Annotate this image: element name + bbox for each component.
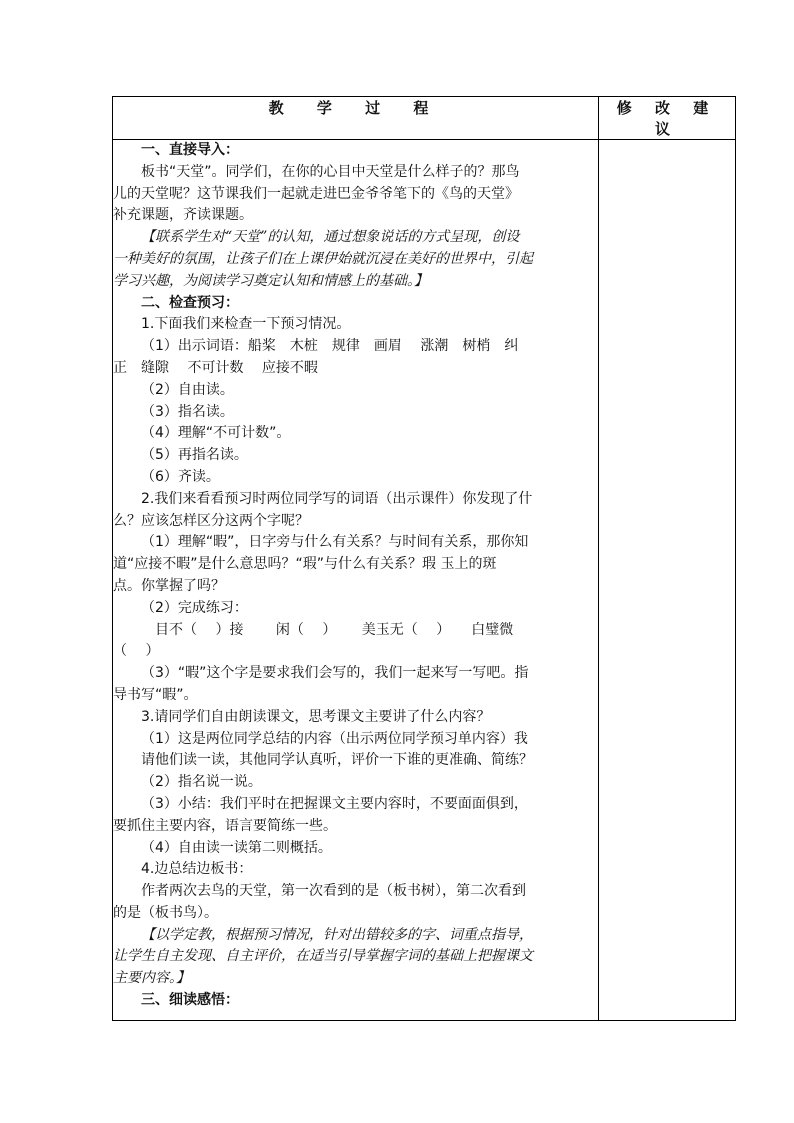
- text-line: （3）指名读。: [141, 403, 234, 420]
- text-line: 3.请同学们自由朗读课文，思考课文主要讲了什么内容？: [141, 708, 491, 725]
- text-line: 1.下面我们来检查一下预习情况。: [141, 316, 351, 333]
- text-line: 2.我们来看看预习时两位同学写的词语（出示课件）你发现了什: [141, 490, 533, 507]
- text-line: 道“应接不暇”是什么意思吗？“瑕”与什么有关系？瑕 玉上的斑: [113, 556, 497, 573]
- text-line: （2）指名说一说。: [141, 774, 262, 791]
- text-line: 板书“天堂”。同学们，在你的心目中天堂是什么样子的？那鸟: [141, 163, 520, 180]
- section-heading-preview: 二、检查预习：: [141, 294, 239, 311]
- design-note-line: 【以学定教，根据预习情况，针对出错较多的字、词重点指导，: [141, 926, 533, 943]
- header-teaching-process: 教 学 过 程: [113, 97, 599, 140]
- text-line: （3）“暇”这个字是要求我们会写的，我们一起来写一写吧。指: [141, 665, 529, 682]
- text-line: （6）齐读。: [141, 468, 220, 485]
- text-line: 请他们读一读，其他同学认真听，评价一下谁的更准确、简练？: [141, 752, 533, 769]
- text-line: （5）再指名读。: [141, 447, 248, 464]
- table-header-row: [113, 97, 736, 140]
- design-note-line: 一种美好的氛围，让孩子们在上课伊始就沉浸在美好的世界中，引起: [113, 250, 533, 267]
- text-line: （1）这是两位同学总结的内容（出示两位同学预习单内容）我: [141, 730, 528, 747]
- header-revision-suggestions: 修 改 建 议: [599, 97, 736, 140]
- teaching-process-content: [113, 140, 599, 1021]
- design-note-line: 学习兴趣，为阅读学习奠定认知和情感上的基础。】: [113, 272, 428, 289]
- text-line: （2）自由读。: [141, 381, 234, 398]
- text-line: 导书写“暇”。: [113, 686, 198, 703]
- text-line: 作者两次去鸟的天堂，第一次看到的是（板书树），第二次看到: [141, 883, 526, 900]
- text-line: 正 缝隙 不可计数 应接不暇: [113, 359, 318, 376]
- exercise-line: （ ）: [113, 643, 160, 660]
- text-line: （2）完成练习：: [141, 599, 248, 616]
- lesson-plan-table: [112, 96, 736, 1021]
- design-note-line: 主要内容。】: [113, 970, 190, 987]
- text-line: 么？应该怎样区分这两个字呢？: [113, 512, 309, 529]
- exercise-line: 目不（ ）接 闲（ ） 美玉无（ ） 白璧微: [155, 621, 514, 638]
- section-heading-intro: 一、直接导入：: [141, 142, 239, 158]
- text-line: （4）理解“不可计数”。: [141, 425, 291, 442]
- text-line: 要抓住主要内容，语言要简练一些。: [113, 817, 337, 834]
- text-line: 点。你掌握了吗？: [113, 577, 225, 594]
- text-line: 的是（板书鸟）。: [113, 904, 218, 921]
- text-line: （1）出示词语：船桨 木桩 规律 画眉 涨潮 树梢 纠: [141, 338, 519, 355]
- design-note-line: 【联系学生对“天堂”的认知，通过想象说话的方式呈现，创设: [141, 229, 520, 246]
- text-line: （1）理解“暇”，日字旁与什么有关系？与时间有关系，那你知: [141, 534, 529, 551]
- text-line: （4）自由读一读第二则概括。: [141, 839, 332, 856]
- section-heading-close-reading: 三、细读感悟：: [141, 992, 239, 1009]
- text-line: （3）小结：我们平时在把握课文主要内容时，不要面面俱到，: [141, 795, 528, 812]
- revision-suggestions-cell: [599, 140, 736, 1021]
- text-line: 儿的天堂呢？这节课我们一起就走进巴金爷爷笔下的《鸟的天堂》: [113, 185, 519, 202]
- text-line: 补充课题，齐读课题。: [113, 207, 253, 224]
- design-note-line: 让学生自主发现、自主评价，在适当引导掌握字词的基础上把握课文: [113, 948, 533, 965]
- text-line: 4.边总结边板书：: [141, 861, 253, 878]
- table-body-row: [113, 140, 736, 1021]
